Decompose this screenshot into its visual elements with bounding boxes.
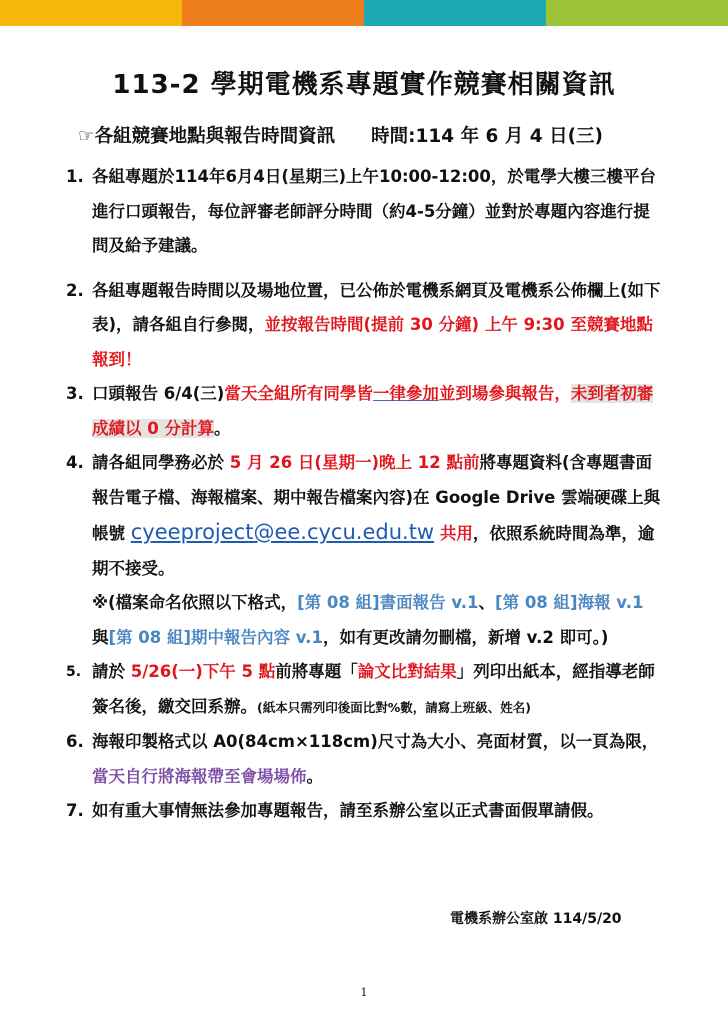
underlined-emphasis: 一律參加 (372, 384, 439, 403)
list-item-5 (66, 655, 662, 725)
item-text: 請各組同學務必於 5 月 26 日(星期一)晚上 12 點前將專題資料(含專題書面報告電子檔、海報檔案、期中報告檔案內容)在 Google Drive 雲端硬碟上與帳號 cyeeproject@ee.cycu.edu.tw 共用，依照系統時間為準，逾期不接受。 ※(檔案命名依照以下格式，[第 08 組]書面報告 v.1、[第 08 組]海報 v.1 與[第 08 組]期中報告內容 v.1，如有更改請勿刪檔，新增 v.2 即可。) (92, 453, 661, 647)
item-text: 如有重大事情無法參加專題報告，請至系辦公室以正式書面假單請假。 (92, 801, 604, 820)
section-subheading (78, 122, 678, 148)
office-signoff: 電機系辦公室啟 114/5/20 (450, 911, 622, 927)
item-number: 6. (66, 732, 84, 751)
subheading-time: 時間:114 年 6 月 4 日(三) (371, 126, 603, 147)
item-number: 4. (66, 453, 84, 472)
info-list (66, 160, 662, 829)
item-number: 3. (66, 384, 84, 403)
pointing-hand-icon: ☞ (78, 126, 95, 147)
checkin-time-notice: 並按報告時間(提前 30 分鐘) 上午 9:30 至競賽地點報到！ (92, 315, 653, 369)
item-text: 海報印製格式以 A0(84cm×118cm)尺寸為大小、亮面材質，以一頁為限，當天自行將海報帶至會場場佈。 (92, 732, 659, 786)
deadline-text: 5 月 26 日(星期一)晚上 12 點前 (229, 453, 480, 472)
list-item-2 (66, 274, 662, 378)
page-title: 113-2 學期電機系專題實作競賽相關資訊 (112, 70, 616, 100)
list-item-6 (66, 725, 662, 794)
item-number: 1. (66, 167, 84, 186)
list-item-7 (66, 794, 662, 829)
top-bar-segment-teal (364, 0, 546, 26)
item-text: 各組專題報告時間以及場地位置，已公佈於電機系網頁及電機系公佈欄上(如下表)，請各組自行參閱，並按報告時間(提前 30 分鐘) 上午 9:30 至競賽地點報到！ (92, 280, 661, 369)
page-number: 1 (360, 986, 368, 999)
top-color-bar (0, 0, 728, 26)
item-text: 口頭報告 6/4(三)當天全組所有同學皆一律參加並到場參與報告，未到者初審成績以 0 分計算。 (92, 384, 654, 438)
item-number: 5. (66, 664, 82, 680)
top-bar-segment-yellow (0, 0, 182, 26)
subheading-label: 各組競賽地點與報告時間資訊 (94, 126, 336, 147)
list-item-4 (66, 446, 662, 655)
highlighted-penalty: 未到者初審成績以 0 分計算 (92, 384, 654, 438)
list-item-1 (66, 160, 662, 264)
filename-example-1: [第 08 組]書面報告 v.1 (297, 593, 479, 612)
share-email-link[interactable]: cyeeproject@ee.cycu.edu.tw (130, 520, 435, 544)
item-text: 各組專題於114年6月4日(星期三)上午10:00-12:00，於電學大樓三樓平台進行口頭報告，每位評審老師評分時間（約4-5分鐘）並對於專題內容進行提問及給予建議。 (92, 167, 656, 255)
poster-setup-notice: 當天自行將海報帶至會場場佈 (92, 766, 307, 786)
top-bar-segment-orange (182, 0, 364, 26)
item-number: 7. (66, 801, 84, 820)
top-bar-segment-green (546, 0, 728, 26)
filename-example-2: [第 08 組]海報 v.1 (495, 593, 644, 612)
filename-example-3: [第 08 組]期中報告內容 v.1 (108, 627, 323, 647)
item-text: 請於 5/26(一)下午 5 點前將專題「論文比對結果」列印出紙本，經指導老師簽名後，繳交回系辦。(紙本只需列印後面比對%數，請寫上班級、姓名) (92, 662, 655, 716)
list-item-3 (66, 377, 662, 446)
print-note: (紙本只需列印後面比對%數，請寫上班級、姓名) (257, 699, 531, 715)
deadline-text: 5/26(一)下午 5 點 (130, 662, 276, 681)
item-number: 2. (66, 280, 84, 300)
